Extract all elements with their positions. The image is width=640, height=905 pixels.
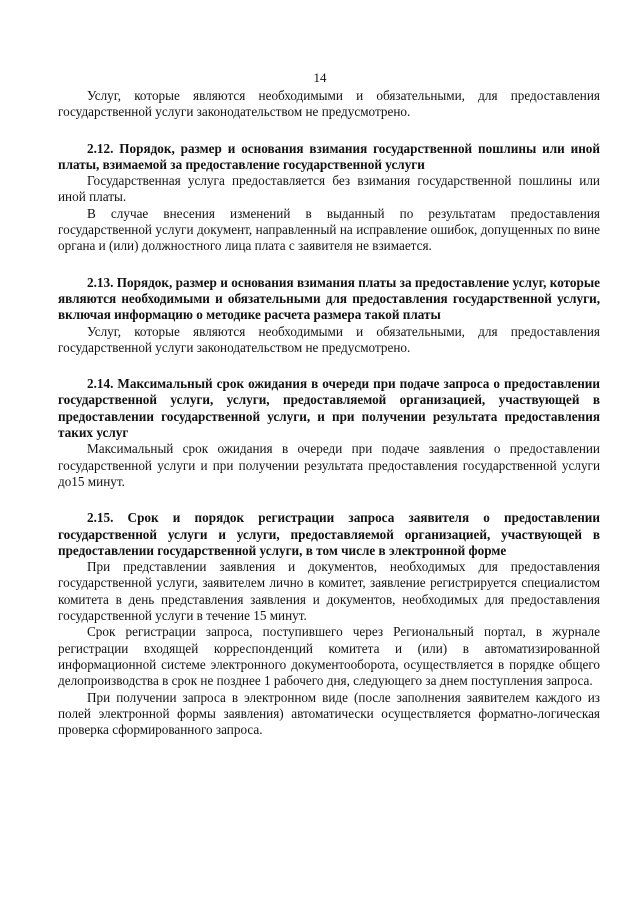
section-2-12 (58, 141, 600, 255)
section-heading: 2.12. Порядок, размер и основания взимания государственной пошлины или иной платы, взимаемой за предоставление государственной услуги (58, 140, 600, 172)
section-paragraph: Государственная услуга предоставляется без взимания государственной пошлины или иной платы. (58, 173, 600, 205)
section-heading: 2.14. Максимальный срок ожидания в очереди при подаче запроса о предоставлении государственной услуги, услуги, предоставляемой организацией, участвующей в предоставлении государственной услуги, и при получении результата предоставления таких услуг (58, 376, 600, 441)
section-paragraph: При получении запроса в электронном виде (после заполнения заявителем каждого из полей электронной формы заявления) автоматически осуществляется форматно-логическая проверка сформированного запроса. (58, 689, 600, 738)
section-paragraph: Услуг, которые являются необходимыми и обязательными, для предоставления государственной услуги законодательством не предусмотрено. (58, 323, 600, 355)
page-number: 14 (313, 70, 327, 85)
section-heading: 2.15. Срок и порядок регистрации запроса заявителя о предоставлении государственной услуги и услуги, предоставляемой организацией, участвующей в предоставлении государственной услуги, в том числе в электронной форме (58, 510, 600, 558)
intro-paragraph: Услуг, которые являются необходимыми и обязательными, для предоставления государственной услуги законодательством не предусмотрено. (58, 88, 600, 120)
document-body (58, 88, 600, 738)
section-2-14 (58, 376, 600, 490)
section-paragraph: В случае внесения изменений в выданный по результатам предоставления государственной услуги документ, направленный на исправление ошибок, допущенных по вине органа и (или) должностного лица плата с заявителя не взимается. (58, 205, 600, 254)
section-paragraph: Срок регистрации запроса, поступившего через Региональный портал, в журнале регистрации входящей корреспонденций комитета и (или) в автоматизированной информационной системе электронного документооборота, осуществляется в порядке общего делопроизводства в срок не позднее 1 рабочего дня, следующего за днем поступления запроса. (58, 624, 600, 689)
section-2-15 (58, 510, 600, 738)
section-paragraph: При представлении заявления и документов, необходимых для предоставления государственной услуги, заявителем лично в комитет, заявление регистрируется специалистом комитета в день представления заявления и документов, необходимых для предоставления государственной услуги в течение 15 минут. (58, 559, 600, 624)
section-2-13 (58, 275, 600, 356)
section-paragraph: Максимальный срок ожидания в очереди при подаче заявления о предоставлении государственной услуги и при получении результата предоставления государственной услуги до15 минут. (58, 441, 600, 489)
section-heading: 2.13. Порядок, размер и основания взимания платы за предоставление услуг, которые являются необходимыми и обязательными для предоставления государственной услуги, включая информацию о методике расчета размера такой платы (58, 274, 600, 323)
